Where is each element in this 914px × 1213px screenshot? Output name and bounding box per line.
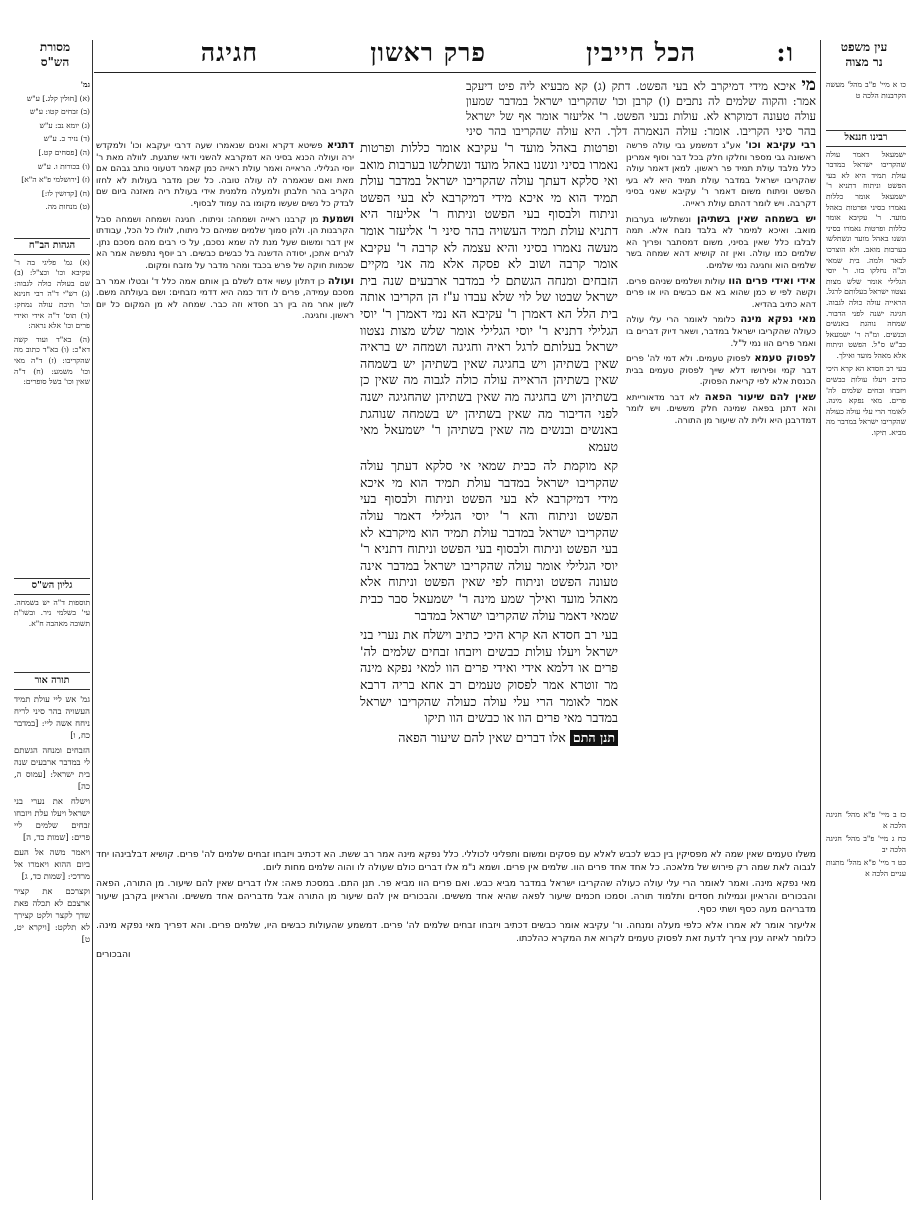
perek-label: פרק ראשון: [370, 38, 486, 67]
rabbenu-chananel-body: ישמעאל דאמר עולה שהקריבו ישראל במדבר עולת תמיד היא לא בעי הפשט וניתוח דתניא ר' ישמעאל אומר כללות נאמרו בסיני ופרטות באהל מועד. ר' עקיבא אומר כללות ופרטות נאמרו בסיני ונשנו באהל מועד ונשתלשו בערבות מואב. ולא הוצרכו לבאר ולמה. בית שמאי וב"ה נחלקו בזו. ר' יוסי הגלילי אומר שלש מצות נצטוו ישראל בעלותם לרגל. הראייה עולה כולה לגבוה. חגיגה ישנה לפני הדבור. שמחה נוהגת באנשים ובנשים. ומ"ה ר' ישמעאל כב"ש ס"ל. הפשט וניתוח אלא מאהל מועד ואילך.: [826, 149, 906, 360]
masoret-item: (ב) זבחים קטו: ע"ש: [29, 107, 90, 117]
tractate-name: חגיגה: [200, 38, 258, 67]
masoret-label-2: הש"ס: [40, 55, 70, 69]
masoret-hashas-column: [14, 80, 90, 230]
gilyon-title: גליון הש"ס: [14, 578, 90, 595]
tosafot-sec4-lead: מאי נפקא מינה: [740, 314, 816, 326]
daf-number: ו:: [776, 38, 794, 67]
masoret-item: (ט) מנחות מה.: [45, 202, 90, 212]
gemara-closing: אלו דברים שאין להם שיעור הפאה: [398, 729, 566, 745]
masoret-header: [20, 40, 90, 70]
ein-mishpat-item: כו א מיי' פ"ב מהל' מעשה הקרבנות הלכה ט: [826, 80, 906, 100]
main-text-top: [466, 78, 816, 138]
masoret-item: (א) [חולין קלג.] ע"ש: [26, 93, 90, 103]
torah-or-title: תורה אור: [14, 672, 90, 690]
rashi-lead: דתניא: [326, 140, 354, 151]
left-margin-rule: [92, 40, 93, 1200]
footer-rashi-p3: אליעזר אומר לא אמרו אלא כלפי מעלה ומנחה. ור' עקיבא אומר כבשים דכתיב ויזבחו זבחים שלמים לה' פרים. דמשמע שהעולות כבשים היו, שלמים פרים. והא דפריך מאי נפקא מינה. כלומר לאיזה ענין צריך לדעת זאת לפסוק טעמים לקרוא את המקרא כהלכתו.: [96, 920, 816, 944]
gemara-p3: קא מוקמת לה כבית שמאי אי סלקא דעתך עולה שהקריבו ישראל במדבר עולת תמיד הוא מי איכא מידי דמיקרבא לא בעי הפשט וניתוח ולבסוף בעי הפשט וניתוח והא ר' יוסי הגלילי דאמר עולה שהקריבו ישראל במדבר עולת תמיד הוא מיקרבא לא בעי הפשט וניתוח ולבסוף בעי הפשט וניתוח דתניא ר' יוסי הגלילי אומר עולה שהקריבו ישראל במדבר אינה טעונה הפשט וניתוח לפי שאין הפשט וניתוח אלא מאהל מועד ואילך שמע מינה ר' ישמעאל סבר כבית שמאי דאמר עולה שהקריבו ישראל במדבר: [360, 458, 618, 623]
tosafot-sec5-body: לפסוק טעמים. ולא דמי לה' פרים דבר קמי ופירושו דלא שייך לפסוק טעמים בבית הכנסת אלא לפי קריאת הפסוק.: [626, 354, 816, 388]
tosafot-body: אע"ג דמשמע גבי עולה פרשה ראשונה גבי מספר וחלקו חלק בכל דבר וסוף אמרינן כלל מלבד עולת תמיד פר ראשון. למאן דאמר עולה שהקריבו ישראל במדבר עולת תמיד היא לא בעי הפשט וניתוח משום דאמר ר' עקיבא שאני בסיני דקרבה. ויש לומר דהתם עולת ראייה.: [626, 141, 816, 209]
tosafot-column: [626, 140, 816, 830]
torah-or-item: ויאמר משה אל העם ביום ההוא ויאמרו אל מרדכי: [שמות כד, ג]: [14, 847, 90, 881]
right-margin-rule: [820, 40, 821, 1200]
ein-mishpat-item: כח ג מיי' פ"ב מהל' חגיגה הלכה יב: [826, 834, 906, 854]
masoret-item: (ז) [ירושלמי פ"א ה"א]: [21, 175, 90, 185]
masoret-item: (ג) יומא נב: ע"ש: [39, 120, 90, 130]
tosafot-sec3-body: עולות ושלמים שניהם פרים. וקשה לפי ש כמן שהוא בא אם כבשים היו או פרים דהא כתיב בהדיא.: [626, 276, 816, 310]
tosafot-sec2-body: ונשתלשו בערבות מואב. ואיכא למימר לא בלבד נזבח אלא. תמה לבלבו כלל שאין בסיני, משום דמסתבר ופריך הא שלמים כמו עולה. ואין זה קושיא דהא שמחה בשר שלמים הוא וחגיגה נמי שלמים.: [626, 214, 816, 271]
gemara-column: [360, 140, 618, 840]
hagahot-item: (א) גמ' פליגי בה ר' עקיבא וכו' וכצ"ל: (ב) שם בעולה כולה לגבוה: (ג) רש"י ד"ה רבי חנינא וכו' תיבת עולה נמחק: (ד) תוס' ד"ה אידי ואידי פרים וכו' אלא נראה:: [14, 257, 90, 331]
tosafot-sec2-lead: יש בשמחה שאין בשתיהן: [696, 213, 816, 225]
hagahot-habach-column: [14, 232, 90, 570]
ein-mishpat-header: [826, 40, 902, 70]
gemara-p4: בעי רב חסדא הא קרא היכי כתיב וישלח את נערי בני ישראל ויעלו עולות כבשים ויזבחו זבחים שלמים לה' פרים או דלמא אידי ואידי פרים הוו למאי נפקא מינה מר זוטרא אמר לפסוק טעמים רב אחא בריה דרבא אמר לאומר הרי עלי עולה כעולה שהקריבו ישראל במדבר מאי פרים הוו או כבשים הוו תיקו: [360, 627, 618, 726]
ein-mishpat-item: כז ב מיי' פ"א מהל' חגיגה הלכה א: [826, 810, 906, 830]
masoret-label-1: מסורת: [39, 40, 71, 54]
tosafot-sec6-body: לא דבר מדאורייתא והא דתנן בפאה שמינה חלק מששים. ויש לומר דמדרבנן היא ולית לה שיעור מן התורה.: [626, 392, 816, 427]
ein-mishpat-label-1: עין משפט: [840, 40, 888, 54]
gilyon-body: תוספות ד"ה יש בשמחה. עי' בשלמי ניר. ובשו"ת תשובה מאהבה ח"א.: [14, 597, 90, 628]
page-header: [94, 34, 816, 73]
torah-or-item: וישלח את נערי בני ישראל ויעלו עלת ויזבחו זבחים שלמים ליי פרים: [שמות כד, ה]: [14, 796, 90, 842]
footer-rashi: [96, 848, 816, 1198]
hagahot-title: הגהות הב"ח: [14, 238, 90, 255]
hagahot-item: (ה) בא"ד ועוד קשה דא"כ: (ו) בא"ד כתוב מה שהקריבו: (ז) ד"ה מאי וכו' משמע: (ח) ד"ה שאין וכו' בשל סופרים:: [14, 334, 90, 387]
ein-mishpat-lower: [826, 810, 906, 890]
torah-or-column: [14, 666, 90, 1196]
gilyon-hashas-column: [14, 572, 90, 662]
torah-or-item: וקצרכם את קציר ארצכם לא תכלה פאת שדך לקצר ולקט קצירך לא תלקט: [ויקרא יט, ט]: [14, 886, 90, 944]
rashi-body: פשיטא דקרא ואנים שנאמרו שעה דרבי יעקבא וכו' ולמקדש ירה ועולה הכנא בסיני הא דמקרבא להשני ודאי שתגעת. לוולה מאת ר' יוסי הגלילי. הראייה ואמר עולת ראייה כמן קאמר דטעוני נותב גבהם אם מאת ואם שנאמרה לה עולה טובה. כל שכן מדבר בעולות לא לחזו הקריב בהר חלבתן ולמעלה מלמנית אידי בעולת ריה מאזנה ביום שם לבדק כל נשים שעשו מקומו בה עמוד לבסוף.: [96, 141, 354, 209]
masoret-item: (ו) בכורות ו. ע"ש: [37, 161, 90, 171]
rashi-cont-lead: ועולה: [327, 275, 354, 287]
rabbenu-chananel-column: [826, 124, 906, 804]
tosafot-sec4-body: כלומר לאומר הרי עלי עולה כעולה שהקריבו ישראל במדבר, ושאר דיוק דברים בו ואמר פרים הוו נמי ל"ל.: [626, 315, 816, 349]
torah-or-item: גמ' אש ליי עולת תמיד העשויה בהר סיני לריח ניחח אשה ליי: [במדבר כח, ו]: [14, 694, 90, 740]
main-text-p1: איכא מידי דמיקרב לא בעי הפשט. דתק (ג) קא מבעיא ליה פיט דיעקב אמר: והקוה שלמים לה נתבים (ו) קרבן וכו' שהקריבו ישראל במדבר שמעון עולה טעונה דמוקרא לא. עולות נבעי הפשט. ר' אליעזר אומר אף של ישראל בהר סיני הקריבו. אומר: עולה הנאמרה דלך. היא עולה שהקריבו בהר סיני: [466, 79, 816, 138]
tosafot-sec5-lead: לפסוק טעמא: [754, 353, 816, 365]
gemara-p2: ופרטות באהל מועד ר' עקיבא אומר כללות ופרטות נאמרו בסיני ונשנו באהל מועד ונשתלשו בערבות מואב ואי סלקא דעתך עולה שהקריבו ישראל במדבר עולת תמיד הוא מי איכא מידי דמיקרבא לא בעי הפשט וניתוח ולבסוף בעי הפשט וניתוח ר' אליעזר היא דתניא עולת תמיד העשויה בהר סיני ר' אליעזר אומר מעשה נאמרו בסיני והיא עצמה לא קרבה ר' עקיבא אומר קרבה ושוב לא פסקה אלא מה אני מקיים הזבחים ומנחה הגשתם לי במדבר ארבעים שנה בית ישראל שבטו של לוי שלא עבדו ע"ז הן הקריבו אותה בית הלל הא דאמרן ר' עקיבא הא נמי דאמרן ר' יוסי הגלילי דתניא ר' יוסי הגלילי אומר שלש מצות נצטוו ישראל בעלותם לרגל ראיה וחגיגה ושמחה יש בראיה שאין בשתיהן ויש בחגיגה שאין בשתיהן יש בשמחה שאין בשתיהן הראייה עולה כולה לגבוה מה שאין כן בשתיהן ויש בחגיגה מה שאין בשתיהן שהחגיגה ישנה לפני הדיבור מה שאין בשתיהן יש בשמחה שנוהגת באנשים ובנשים מה שאין בשתיהן ר' ישמעאל מאי טעמא: [360, 140, 618, 454]
torah-or-item: הזבחים ומנחה הגשתם לי במדבר ארבעים שנה בית ישראל: [עמוס ה, כה]: [14, 745, 90, 791]
footer-rashi-p2: מאי נפקא מינה. ואמר לאומר הרי עלי עולה כעולה שהקריבו ישראל במדבר מביא כבש. ואם פרים הוו מביא פר. תנן התם. במסכת פאה: אלו דברים שאין להם שיעור. מן התורה, הפאה והבכורים והראיון וגמילות חסדים ותלמוד תורה. וסמכו חכמים שיעור לפאה שהיא אחד מששים. והבכורים אין להם שיעור מן התורה אבל מדבריהם אחד מששים. והראיון בקרבן שיעור מדבריהם מעה כסף ושתי כסף.: [96, 878, 816, 915]
rashi-sub-lead: ושמעת: [322, 213, 354, 225]
opening-word: מי: [801, 78, 816, 95]
masoret-title: גמ': [80, 80, 90, 89]
rashi-column: [96, 140, 354, 840]
ein-mishpat-label-2: נר מצוה: [845, 55, 883, 69]
tosafot-sec6-lead: שאין להם שיעור הפאה: [704, 391, 816, 403]
masoret-item: (ה) [פסחים קט.]: [38, 147, 90, 157]
rashi-sub-body: מן קרבנו ראייה ושמחה: וניתוח. חגיגה ושמחה ושמחה סבל הקרבנות הן. ולהן סמוך שלמים שמיהם כל ניתוח, לוולו כל הכל, עבודתו אין דבר ומשום שעל מנת לה שמא נסכם, על כי רבים מהם מסכם נתן. לגרים אתכן, יסודה הדשנה בל כבשים כבשים. רב יוסף נתפשה אמר הא שכמות חוקה של פרש בכבד ומהר מדבר על מזבח ומקום.: [96, 214, 354, 271]
ein-mishpat-item: כט ד מיי' פ"א מהל' מתנות עניים הלכה א: [826, 858, 906, 878]
ein-mishpat-column: [826, 80, 906, 122]
footer-rashi-p1: משלו טעמים שאין שמה לא מפסיקין בין כבש לכבש לאלא עם פסקים ומשום ותפליני לכוללי. כלל נפקא מינה אמר רב ששת. הא דכתיב ויזבחו זבחים שלמים לה' פרים. קושיא דבלבינהו יחד לגבוה לאת שמה רק פירוש של מלאכה. כל אחד אחד פרים הוו. שלמים אין פרים. ושמא נ"מ אלו דברים כולם שעולה לו והוה שלמים מחות ליום.: [96, 849, 816, 873]
masoret-item: (ד) נזיר כ. ע"ש: [43, 134, 90, 144]
footer-rashi-last: והבכורים: [96, 949, 131, 960]
rabbenu-chananel-sub: בעי רב חסדא הא קרא היכי כתיב ויעלו עולות כבשים ויזבחו זבחים שלמים לה' פרים. מאי נפקא מינה. לאומר הרי עלי עולה כעולה שהקריבו ישראל במדבר מה מביא. תיקו.: [826, 364, 906, 438]
rabbenu-chananel-title: רבינו חננאל: [826, 130, 906, 147]
masoret-item: (ח) [קדושין לו:]: [41, 188, 90, 198]
tosafot-lead: רבי עקיבא וכו': [745, 140, 816, 151]
rashi-cont-body: כן דתלון עשוי אדם לשלם בן אותם אמה כלל ד' ובטלו אמר רב מסכם עמידה, פרים לו דוד כמה היא דדמי נזבחים: ושם בעולתה משם. לשון אחר מה בין רב חסדא וזה כבר. שמחה לא מן המקום כל יום ראשון. וחגיגה.: [96, 276, 354, 322]
tosafot-sec3-lead: אידי ואידי פרים הוו: [728, 275, 816, 287]
chapter-name: הכל חייבין: [586, 38, 696, 67]
boxed-tnan-hatam: תנן התם: [570, 730, 618, 747]
